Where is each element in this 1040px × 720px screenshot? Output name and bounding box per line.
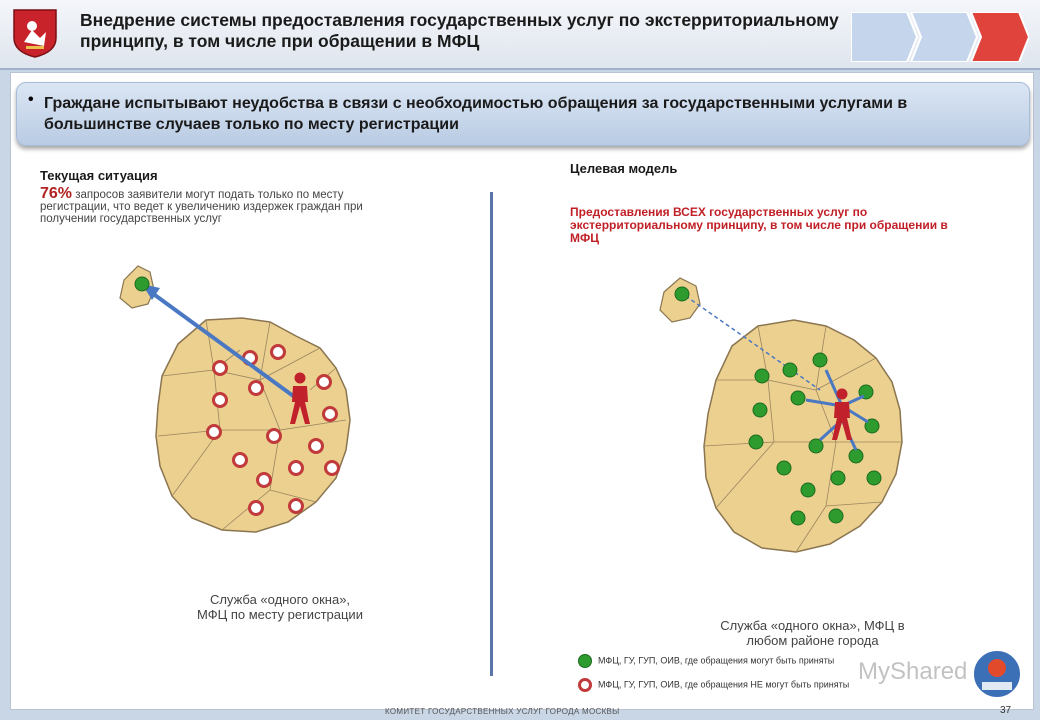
banner-text: Граждане испытывают неудобства в связи с необходимостью обращения за государственными услугами в большинстве случаев только по месту регистрации [44,95,908,133]
green-point-icon [135,277,149,291]
green-point-icon [578,654,592,668]
map-target-model [650,270,920,570]
mfc-logo-icon [962,642,1032,702]
green-point-icon [801,483,815,497]
current-description-text: запросов заявители могут подать только по месту регистрации, что ведет к увеличению издержек граждан при получении государственных услуг [40,189,363,225]
red-point-icon [310,440,323,453]
current-caption [150,592,410,622]
red-point-icon [272,346,285,359]
green-point-icon [849,449,863,463]
red-point-icon [214,362,227,375]
green-point-icon [831,471,845,485]
red-point-icon [268,430,281,443]
green-point-icon [675,287,689,301]
map-current-situation [110,260,370,550]
section-divider [490,192,493,676]
page-number: 37 [1000,705,1012,716]
red-point-icon [258,474,271,487]
moscow-coat-of-arms-icon [12,8,58,58]
current-situation-title: Текущая ситуация [40,168,158,183]
current-caption-line2: МФЦ по месту регистрации [197,607,363,622]
legend-green-label: МФЦ, ГУ, ГУП, ОИВ, где обращения могут быть приняты [598,655,835,666]
red-point-icon [208,426,221,439]
target-caption [690,618,935,648]
banner-bullet: • [28,91,34,108]
target-model-title: Целевая модель [570,161,678,176]
target-caption-line2: любом районе города [746,633,879,648]
green-point-icon [809,439,823,453]
red-point-icon [234,454,247,467]
red-point-icon [326,462,339,475]
red-point-icon [250,502,263,515]
watermark-text: MyShared [858,658,968,685]
legend-green [578,654,834,668]
red-point-icon [318,376,331,389]
current-situation-description [40,185,380,225]
green-point-icon [791,391,805,405]
current-percent: 76% [40,185,73,202]
green-point-icon [753,403,767,417]
red-point-icon [578,678,592,692]
green-point-icon [829,509,843,523]
target-model-description: Предоставления ВСЕХ государственных услуг по экстерриториальному принципу, в том числе при обращении в МФЦ [570,205,948,245]
red-point-icon [214,394,227,407]
red-point-icon [290,462,303,475]
target-caption-line1: Служба «одного окна», МФЦ в [720,618,905,633]
green-point-icon [867,471,881,485]
legend-red [578,678,849,692]
green-point-icon [791,511,805,525]
legend-red-label: МФЦ, ГУ, ГУП, ОИВ, где обращения НЕ могут быть приняты [598,679,850,690]
red-point-icon [250,382,263,395]
green-point-icon [755,369,769,383]
green-point-icon [777,461,791,475]
green-point-icon [783,363,797,377]
footer-text: КОМИТЕТ ГОСУДАРСТВЕННЫХ УСЛУГ ГОРОДА МОСКВЫ [385,707,620,716]
red-point-icon [324,408,337,421]
green-point-icon [813,353,827,367]
green-point-icon [749,435,763,449]
current-caption-line1: Служба «одного окна», [209,592,351,607]
red-point-icon [290,500,303,513]
page-title: Внедрение системы предоставления государственных услуг по экстерриториальному принципу, в том числе при обращении в МФЦ [80,10,839,51]
progress-chevrons [851,12,1029,62]
